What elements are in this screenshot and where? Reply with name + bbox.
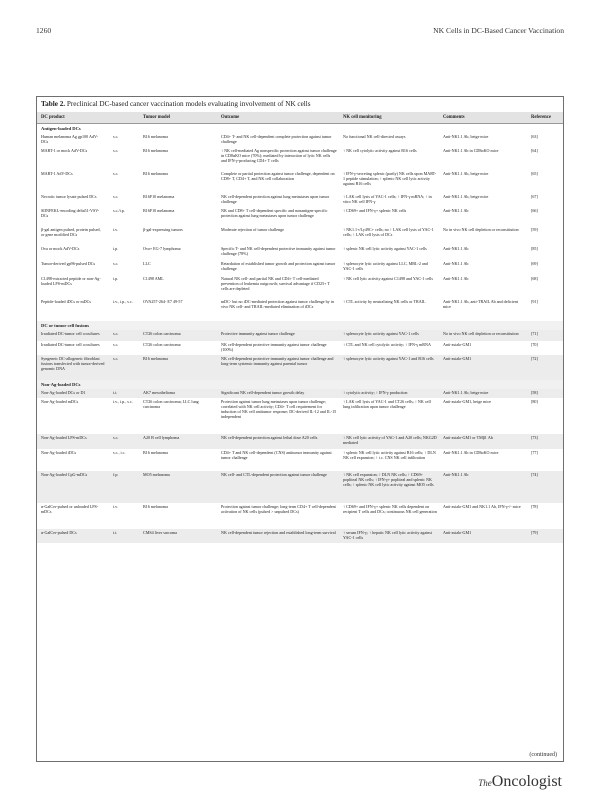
cell-comments: No in vivo NK cell depletion or reconstitution bbox=[443, 227, 519, 232]
cell-nk: ↑ NK cell lytic activity of YAC-1 and A20 cells; NKG2D mediated bbox=[343, 435, 437, 446]
table-row bbox=[37, 471, 563, 503]
cell-tumor: B16 melanoma bbox=[143, 450, 168, 455]
cell-ref: [63] bbox=[531, 134, 538, 139]
cell-dc: Tumor-derived gp96-pulsed DCs bbox=[41, 261, 96, 266]
cell-nk: ↑ serum IFN-γ; ↑ hepatic NK cell lytic activity against YAC-1 cells bbox=[343, 530, 433, 541]
cell-nk: ↑ NK cell lytic activity against C1498 and YAC-1 cells bbox=[343, 276, 434, 281]
cell-route: f.p. bbox=[113, 472, 119, 477]
cell-ref: [80] bbox=[531, 399, 538, 404]
cell-outcome: NK cell-dependent protection against lethal dose A20 cells bbox=[221, 435, 318, 440]
cell-comments: Anti-NK1.1 Ab bbox=[443, 261, 469, 266]
cell-nk: ↑ NK cell expansion; ↑ DLN NK cells; ↑ CD69+ popliteal NK cells; ↑ IFN-γ+ popliteal and splenic NK cells; ↑ splenic NK cell lytic activity against MO5 cells bbox=[343, 472, 434, 488]
col-reference: Reference bbox=[531, 115, 551, 120]
cell-dc: α-GalCer-pulsed DCs bbox=[41, 530, 77, 535]
cell-tumor: LLC bbox=[143, 261, 151, 266]
cell-comments: Anti-NK1.1 Ab, beige mice bbox=[443, 171, 489, 176]
table-row bbox=[37, 207, 563, 226]
cell-nk: ↑ LAK cell lysis of YAC-1 cells; ↑ IFN-γ mRNA; ↑ in vitro NK cell IFN-γ bbox=[343, 194, 432, 205]
cell-ref: [68] bbox=[531, 276, 538, 281]
table-row bbox=[37, 389, 563, 398]
cell-tumor: CT26 colon carcinoma; LLC lung carcinoma bbox=[143, 399, 199, 410]
cell-nk: ↑ IFN-γ-secreting splenic (partly) NK cells upon MART-1 peptide stimulation; ↑ splenic NK cell lytic activity against B16 cells bbox=[343, 171, 437, 187]
cell-outcome: NK cell-dependent protective immunity against tumor challenge (100%) bbox=[221, 342, 327, 353]
table-row bbox=[37, 503, 563, 529]
table-row bbox=[37, 170, 563, 193]
cell-tumor: B16 melanoma bbox=[143, 171, 168, 176]
cell-tumor: B16 melanoma bbox=[143, 504, 168, 509]
cell-dc: Irradiated DC-tumor cell cocultures bbox=[41, 342, 100, 347]
cell-tumor: B16F10 melanoma bbox=[143, 208, 175, 213]
cell-route: i.v., i.p., s.c. bbox=[113, 399, 133, 404]
cell-dc: Human melanoma Ag gp100 AdV-DCs bbox=[41, 134, 98, 145]
running-title: NK Cells in DC-Based Cancer Vaccination bbox=[433, 26, 564, 35]
cell-outcome: ↑ NK cell-mediated Ag nonspecific protection against tumor challenge in CD8αKO mice (70%); mediated by interaction of lytic NK cells and IFN-γ-producing CD4+ T cells bbox=[221, 148, 337, 164]
cell-nk: ↑ cytolytic activity; ↑ IFN-γ production bbox=[343, 390, 408, 395]
cell-route: i.t. bbox=[113, 530, 118, 535]
col-outcome: Outcome bbox=[221, 115, 240, 120]
logo-the: The bbox=[478, 778, 492, 788]
cell-outcome: Protective immunity against tumor challenge bbox=[221, 331, 295, 336]
cell-tumor: B16 melanoma bbox=[143, 134, 168, 139]
page-number: 1260 bbox=[36, 26, 52, 35]
table-row bbox=[37, 147, 563, 170]
cell-ref: [79] bbox=[531, 530, 538, 535]
cell-tumor: AK7 mesothelioma bbox=[143, 390, 175, 395]
cell-outcome: CD4+ T- and NK cell-dependent complete protection against tumor challenge bbox=[221, 134, 332, 145]
cell-tumor: MO5 melanoma bbox=[143, 472, 170, 477]
cell-route: s.c. bbox=[113, 148, 119, 153]
cell-comments: Anti-NK1.1 Ab, beige mice bbox=[443, 390, 489, 395]
cell-route: i.v. bbox=[113, 504, 118, 509]
cell-dc: Ova or mock AdV-DCs bbox=[41, 246, 80, 251]
cell-dc: Non-Ag-loaded LPS-mDCs bbox=[41, 435, 87, 440]
cell-nk: ↑ CTL activity by neutralizing NK cells or TRAIL bbox=[343, 299, 426, 304]
cell-tumor: β-gal-expressing tumors bbox=[143, 227, 183, 232]
cell-outcome: Complete or partial protection against tumor challenge, dependent on CD8+ T, CD4+ T, and NK cell collaboration bbox=[221, 171, 335, 182]
section-heading: DC or tumor cell fusions bbox=[37, 321, 563, 330]
cell-tumor: A20 B cell lymphoma bbox=[143, 435, 180, 440]
cell-dc: MART-1 or mock AdV-DCs bbox=[41, 148, 88, 153]
cell-tumor: B16 melanoma bbox=[143, 356, 168, 361]
cell-comments: No in vivo NK cell depletion or reconstitution bbox=[443, 331, 519, 336]
cell-nk: ↑ CTL and NK cell cytolytic activity; ↑ IFN-γ mRNA bbox=[343, 342, 431, 347]
cell-outcome: NK cell-dependent tumor rejection and established long-term survival bbox=[221, 530, 336, 535]
section-heading: Non-Ag-loaded DCs bbox=[37, 380, 563, 389]
cell-route: s.c. bbox=[113, 356, 119, 361]
cell-tumor: OVA257-264- E7 49-57 bbox=[143, 299, 183, 304]
cell-nk: ↑ splenocyte lytic activity against LLC, MBL-2 and YAC-1 cells bbox=[343, 261, 428, 272]
cell-nk: ↑ splenocyte lytic activity against YAC-1 cells bbox=[343, 331, 419, 336]
cell-dc: Non-Ag-loaded CpG-mDCs bbox=[41, 472, 88, 477]
cell-comments: Anti-NK1.1 Ab, anti-TRAIL Ab and deficient mice bbox=[443, 299, 518, 310]
cell-outcome: NK cell-dependent protective immunity against tumor challenge and long-term systemic immunity against parental tumor bbox=[221, 356, 334, 367]
cell-ref: [69] bbox=[531, 261, 538, 266]
cell-tumor: Ova+ EG-7 lymphoma bbox=[143, 246, 181, 251]
cell-outcome: Significant NK cell-dependent tumor growth delay bbox=[221, 390, 305, 395]
col-tumor-model: Tumor model bbox=[143, 115, 170, 120]
cell-outcome: Moderate rejection of tumor challenge bbox=[221, 227, 284, 232]
cell-ref: [58] bbox=[531, 390, 538, 395]
table-label: Table 2. bbox=[41, 100, 66, 108]
cell-outcome: Specific T- and NK cell-dependent protective immunity against tumor challenge (78%) bbox=[221, 246, 336, 257]
cell-comments: Anti-NK1.1 Ab bbox=[443, 276, 469, 281]
cell-outcome: Protection against tumor lung metastases upon tumor challenge; correlated with NK cell activity; CD4+ T cell requirement for induction of NK cell antitumor response; DC-derived IL-12 and IL-15 independent bbox=[221, 399, 337, 420]
cell-ref: [65] bbox=[531, 171, 538, 176]
cell-nk: ↑ CD69+ and IFN-γ+ splenic NK cells dependent on recipient T cells and DCs; continuous NK cell generation bbox=[343, 504, 437, 515]
cell-dc: α-GalCer-pulsed or unloaded LPS-mDCs bbox=[41, 504, 99, 515]
cell-outcome: CD4+ T and NK cell-dependent (CNS) antitumor immunity against tumor challenge bbox=[221, 450, 332, 461]
cell-comments: Anti-NK1.1 Ab in CD8αKO mice bbox=[443, 450, 499, 455]
cell-nk: ↑ NK cell cytolytic activity against B16 cells bbox=[343, 148, 417, 153]
cell-nk: ↑ splenic NK cell lytic activity against YAC-1 cells bbox=[343, 246, 427, 251]
table-row bbox=[37, 275, 563, 298]
cell-route: s.c. bbox=[113, 331, 119, 336]
cell-route: i.p. bbox=[113, 276, 119, 281]
cell-ref: [59] bbox=[531, 227, 538, 232]
cell-comments: Anti-asialo-GM1 and NK1.1 Ab, IFN-γ-/- mice bbox=[443, 504, 521, 509]
table-caption bbox=[41, 100, 311, 108]
cell-comments: Anti-NK1.1 Ab, beige mice bbox=[443, 194, 489, 199]
table-row bbox=[37, 355, 563, 380]
cell-route: s.c., i.c. bbox=[113, 450, 126, 455]
table-row bbox=[37, 341, 563, 355]
table-row bbox=[37, 260, 563, 275]
cell-nk: No functional NK cell-directed assays bbox=[343, 134, 406, 139]
cell-outcome: NK cell- and CTL-dependent protection against tumor challenge bbox=[221, 472, 327, 477]
cell-outcome: mDC- but no iDC-mediated protection against tumor challenge by in vivo NK cell- and TRAIL-mediated elimination of iDCs bbox=[221, 299, 334, 310]
cell-ref: [73] bbox=[531, 435, 538, 440]
cell-dc: Peptide-loaded iDCs or mDCs bbox=[41, 299, 91, 304]
cell-dc: SIINFEKL-encoding delta51-VSV-DCs bbox=[41, 208, 100, 219]
cell-dc: Irradiated DC-tumor cell cocultures bbox=[41, 331, 100, 336]
cell-dc: Non-Ag-loaded mDCs bbox=[41, 399, 79, 404]
table-2 bbox=[36, 96, 564, 762]
cell-ref: [66] bbox=[531, 208, 538, 213]
cell-ref: [91] bbox=[531, 299, 538, 304]
col-dc-product: DC product bbox=[41, 115, 65, 120]
cell-tumor: B16F10 melanoma bbox=[143, 194, 175, 199]
cell-tumor: CT26 colon carcinoma bbox=[143, 342, 181, 347]
table-row bbox=[37, 398, 563, 434]
cell-dc: β-gal antigen pulsed, protein pulsed, or gene modified DCs bbox=[41, 227, 101, 238]
cell-outcome: Retardation of established tumor growth and protection against tumor challenge bbox=[221, 261, 336, 272]
cell-nk: ↑ NK1.1+/Ly49C+ cells; no ↑ LAK cell lysis of YAC-1 cells; ↑ LAK cell lysis of DCs bbox=[343, 227, 434, 238]
cell-route: i.t. bbox=[113, 390, 118, 395]
cell-comments: Anti-NK1.1 Ab bbox=[443, 472, 469, 477]
table-title: Preclinical DC-based cancer vaccination models evaluating involvement of NK cells bbox=[66, 100, 311, 108]
cell-route: i.v., i.p., s.c. bbox=[113, 299, 133, 304]
cell-nk: ↑ splenic NK cell lytic activity against B16 cells; ↑ DLN NK cell expansion; ↑ i.c. CNS NK cell infiltration bbox=[343, 450, 436, 461]
cell-ref: [77] bbox=[531, 450, 538, 455]
cell-ref: [74] bbox=[531, 472, 538, 477]
cell-ref: [64] bbox=[531, 148, 538, 153]
table-row bbox=[37, 449, 563, 471]
cell-comments: Anti-NK1.1 Ab in CD8αKO mice bbox=[443, 148, 499, 153]
cell-outcome: Protection against tumor challenge; long-term CD4+ T cell-dependent activation of NK cells (pulsed > unpulsed DCs) bbox=[221, 504, 336, 515]
cell-nk: ↑ CD69+ and IFN-γ+ splenic NK cells bbox=[343, 208, 407, 213]
cell-dc: C1498-extracted peptide or non-Ag-loaded LPS-mDCs bbox=[41, 276, 101, 287]
table-row bbox=[37, 245, 563, 260]
cell-route: s.c. bbox=[113, 342, 119, 347]
cell-route: s.c. bbox=[113, 435, 119, 440]
table-row bbox=[37, 330, 563, 341]
cell-comments: Anti-NK1.1 Ab, beige mice bbox=[443, 134, 489, 139]
table-row bbox=[37, 529, 563, 543]
cell-tumor: B16 melanoma bbox=[143, 148, 168, 153]
cell-tumor: CMS4 liver sarcoma bbox=[143, 530, 177, 535]
cell-outcome: NK cell-dependent protection against lung metastases upon tumor challenge bbox=[221, 194, 330, 205]
cell-route: s.c. bbox=[113, 134, 119, 139]
cell-nk: ↑ LAK cell lysis of YAC-1 and CT26 cells; ↑ NK cell lung infiltration upon tumor challenge bbox=[343, 399, 431, 410]
cell-dc: Syngeneic DC-allogeneic fibroblast fusions transfected with tumor-derived genomic DNA bbox=[41, 356, 105, 372]
table-row bbox=[37, 133, 563, 147]
cell-outcome: NK and CD8+ T cell-dependent specific and nonantigen-specific protection against lung metastases upon tumor challenge bbox=[221, 208, 328, 219]
cell-comments: Anti-asialo-GM1 or TMβ1 Ab bbox=[443, 435, 493, 440]
cell-ref: [70] bbox=[531, 342, 538, 347]
cell-ref: [78] bbox=[531, 504, 538, 509]
cell-nk: ↑ splenocyte lytic activity against YAC-1 and B16 cells bbox=[343, 356, 434, 361]
journal-logo bbox=[478, 773, 562, 791]
table-row bbox=[37, 193, 563, 207]
cell-ref: [67] bbox=[531, 194, 538, 199]
cell-comments: Anti-NK1.1 Ab bbox=[443, 208, 469, 213]
table-row bbox=[37, 434, 563, 449]
column-header-row bbox=[37, 112, 563, 124]
cell-outcome: Natural NK cell- and partial NK and CD4+ T cell-mediated prevention of leukemia outgrowth; survival advantage if CD25+ T cells are depleted bbox=[221, 276, 330, 292]
cell-route: s.c. bbox=[113, 171, 119, 176]
page-header bbox=[36, 26, 564, 38]
cell-comments: Anti-asialo-GM1 bbox=[443, 530, 472, 535]
cell-ref: [85] bbox=[531, 246, 538, 251]
table-row bbox=[37, 298, 563, 321]
cell-route: i.p. bbox=[113, 246, 119, 251]
cell-tumor: C1498 AML bbox=[143, 276, 164, 281]
cell-ref: [71] bbox=[531, 331, 538, 336]
cell-comments: Anti-asialo-GM1 bbox=[443, 356, 472, 361]
cell-route: s.c. bbox=[113, 194, 119, 199]
cell-dc: MART-1 AdV-DCs bbox=[41, 171, 73, 176]
cell-route: s.c./i.p. bbox=[113, 208, 125, 213]
cell-route: s.c. bbox=[113, 261, 119, 266]
cell-comments: Anti-asialo-GM1 bbox=[443, 342, 472, 347]
col-comments: Comments bbox=[443, 115, 465, 120]
cell-route: i.v. bbox=[113, 227, 118, 232]
cell-dc: Necrotic tumor lysate pulsed DCs bbox=[41, 194, 97, 199]
table-row bbox=[37, 226, 563, 245]
cell-comments: Anti-asialo-GM1, beige mice bbox=[443, 399, 492, 404]
cell-comments: Anti-NK1.1 Ab bbox=[443, 246, 469, 251]
col-nk-monitoring: NK cell monitoring bbox=[343, 115, 382, 120]
cell-tumor: CT26 colon carcinoma bbox=[143, 331, 181, 336]
cell-dc: Non-Ag-loaded DCs or D1 bbox=[41, 390, 86, 395]
cell-ref: [72] bbox=[531, 356, 538, 361]
logo-name: Oncologist bbox=[491, 773, 562, 790]
continued-note: (continued) bbox=[529, 752, 557, 758]
section-heading: Antigen-loaded DCs bbox=[41, 126, 81, 131]
cell-dc: Non-Ag-loaded iDCs bbox=[41, 450, 77, 455]
